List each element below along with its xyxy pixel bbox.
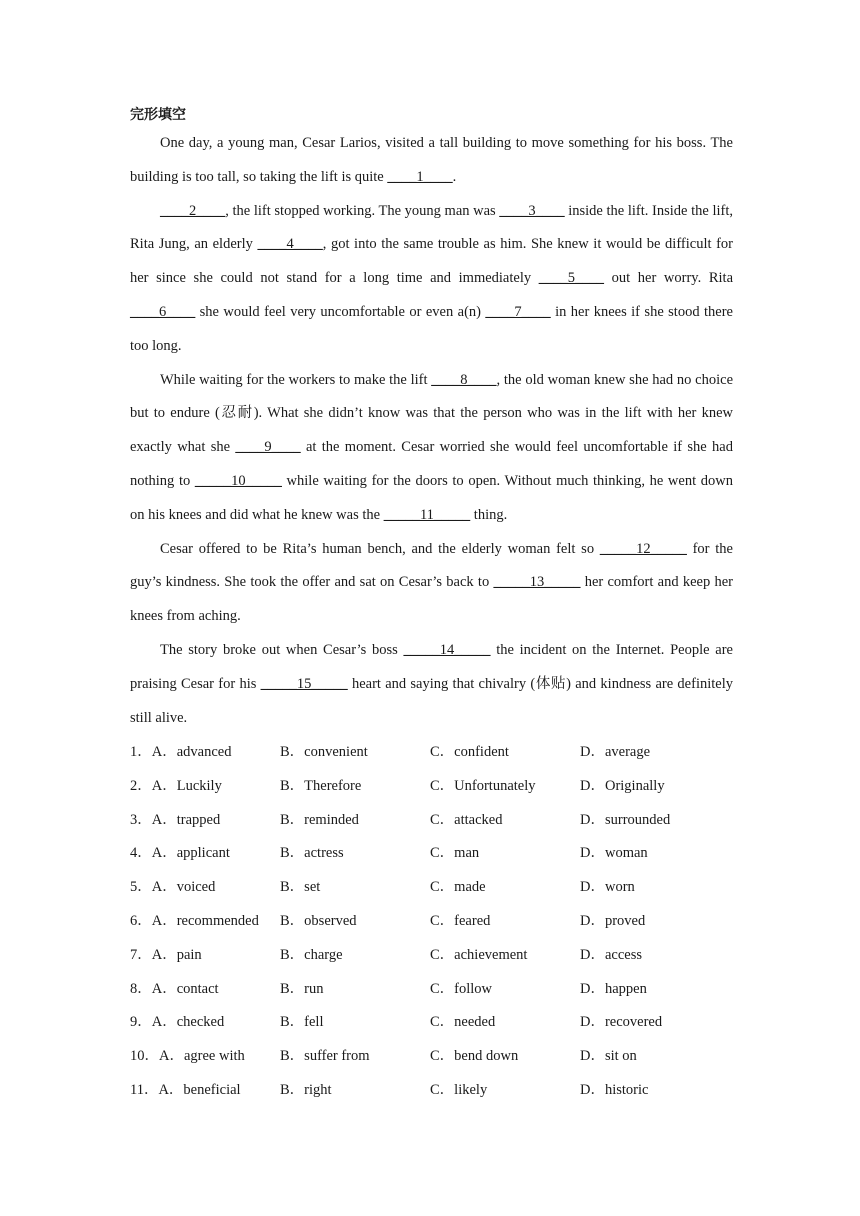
- option-b: B．run: [280, 980, 324, 997]
- blank-13: _____13_____: [493, 574, 581, 591]
- text: thing.: [470, 506, 508, 523]
- option-b: B．reminded: [280, 811, 359, 828]
- option-b: B．set: [280, 879, 321, 896]
- option-d: D．proved: [580, 912, 646, 929]
- text: While waiting for the workers to make the lift: [160, 371, 432, 388]
- text: One day, a young man, Cesar Larios, visited a tall building to move something for his boss. The building is too tall, so taking the lift is quite: [130, 135, 733, 185]
- option-d: D．access: [580, 946, 643, 963]
- option-c: C．feared: [430, 912, 491, 929]
- option-c: C．attacked: [430, 811, 503, 828]
- text: , the lift stopped working. The young man was: [225, 202, 500, 219]
- text: Cesar offered to be Rita’s human bench, and the elderly woman felt so: [160, 540, 600, 557]
- text: out her worry. Rita: [604, 270, 733, 287]
- option-d: D．woman: [580, 845, 648, 862]
- option-a: 2．A．Luckily: [130, 777, 222, 794]
- blank-9: ____9____: [235, 439, 301, 456]
- blank-2: ____2____: [160, 202, 226, 219]
- text: her comfort and keep her knees from aching.: [130, 574, 733, 625]
- blank-15: _____15_____: [260, 675, 348, 692]
- text: in her knees if she stood there too long.: [130, 303, 733, 354]
- blank-14: _____14_____: [403, 641, 491, 658]
- text: heart and saying that chivalry (体贴) and kindness are definitely still alive.: [130, 675, 733, 726]
- question-8-options: [130, 973, 750, 1007]
- question-9-options: [130, 1006, 750, 1040]
- option-d: D．average: [580, 744, 651, 760]
- blank-12: _____12_____: [599, 540, 687, 557]
- question-3-options: [130, 804, 750, 838]
- question-5-options: [130, 871, 750, 905]
- question-10-options: [130, 1040, 750, 1074]
- text: .: [452, 168, 457, 185]
- section-title: 完形填空: [130, 107, 186, 123]
- text: the incident on the Internet. People are praising Cesar for his: [130, 641, 733, 692]
- option-d: D．Originally: [580, 777, 665, 794]
- option-b: B．suffer from: [280, 1048, 370, 1065]
- option-a: 9．A．checked: [130, 1014, 225, 1031]
- paragraph-3: [130, 364, 733, 533]
- option-a: 4．A．applicant: [130, 845, 230, 862]
- option-b: B．right: [280, 1081, 332, 1098]
- option-b: B．charge: [280, 946, 343, 963]
- blank-3: ____3____: [499, 202, 565, 219]
- text: The story broke out when Cesar’s boss: [160, 641, 404, 658]
- option-a: 10．A．agree with: [130, 1048, 245, 1065]
- option-a: 3．A．trapped: [130, 811, 221, 828]
- option-c: C．follow: [430, 980, 493, 997]
- paragraph-5: [130, 634, 733, 735]
- paragraph-4: [130, 533, 733, 634]
- option-a: 7．A．pain: [130, 946, 202, 963]
- blank-7: ____7____: [485, 303, 551, 320]
- blank-5: ____5____: [538, 270, 604, 287]
- option-a: 1．A．advanced: [130, 744, 232, 760]
- text: , the old woman knew she had no choice but to endure (忍耐). What she didn’t know was that the person who was in the lift with her knew exactly what she: [130, 371, 734, 456]
- option-c: C．needed: [430, 1014, 496, 1031]
- option-a: 8．A．contact: [130, 980, 219, 997]
- blank-4: ____4____: [257, 236, 323, 253]
- option-d: D．sit on: [580, 1048, 637, 1065]
- option-d: D．happen: [580, 980, 647, 997]
- question-4-options: [130, 837, 750, 871]
- option-c: C．Unfortunately: [430, 777, 536, 794]
- question-7-options: [130, 939, 750, 973]
- option-a: 6．A．recommended: [130, 912, 259, 929]
- option-d: D．recovered: [580, 1014, 663, 1031]
- question-2-options: [130, 770, 750, 804]
- option-c: C．bend down: [430, 1048, 519, 1065]
- text: inside the lift. Inside the lift, Rita Jung, an elderly: [130, 202, 733, 253]
- blank-11: _____11_____: [383, 506, 471, 523]
- question-1-options: [130, 736, 750, 770]
- text: for the guy’s kindness. She took the offer and sat on Cesar’s back to: [130, 540, 733, 591]
- option-b: B．Therefore: [280, 777, 362, 794]
- option-a: 5．A．voiced: [130, 879, 216, 896]
- answer-options: [130, 736, 750, 1108]
- option-b: B．convenient: [280, 744, 368, 760]
- option-c: C．man: [430, 845, 480, 862]
- text: at the moment. Cesar worried she would feel uncomfortable if she had nothing to: [130, 439, 733, 489]
- option-c: C．confident: [430, 744, 509, 760]
- option-b: B．observed: [280, 912, 357, 929]
- option-d: D．surrounded: [580, 811, 671, 828]
- question-6-options: [130, 905, 750, 939]
- option-a: 11．A．beneficial: [130, 1081, 241, 1098]
- blank-8: ____8____: [431, 371, 497, 388]
- text: she would feel very uncomfortable or even a(n): [195, 303, 486, 320]
- option-d: D．worn: [580, 879, 635, 896]
- option-b: B．fell: [280, 1014, 324, 1031]
- option-d: D．historic: [580, 1081, 649, 1098]
- blank-6: ____6____: [130, 303, 196, 320]
- option-c: C．made: [430, 879, 486, 896]
- paragraph-1: [130, 127, 733, 195]
- cloze-passage: [130, 127, 733, 735]
- text: while waiting for the doors to open. Without much thinking, he went down on his knees and did what he knew was the: [130, 472, 733, 523]
- text: , got into the same trouble as him. She knew it would be difficult for her since she could not stand for a long time and immediately: [130, 236, 733, 287]
- option-b: B．actress: [280, 845, 344, 862]
- option-c: C．achievement: [430, 946, 528, 963]
- blank-1: ____1____: [387, 168, 453, 185]
- paragraph-2: [130, 195, 733, 364]
- option-c: C．likely: [430, 1081, 488, 1098]
- blank-10: _____10_____: [194, 472, 282, 489]
- question-11-options: [130, 1074, 750, 1108]
